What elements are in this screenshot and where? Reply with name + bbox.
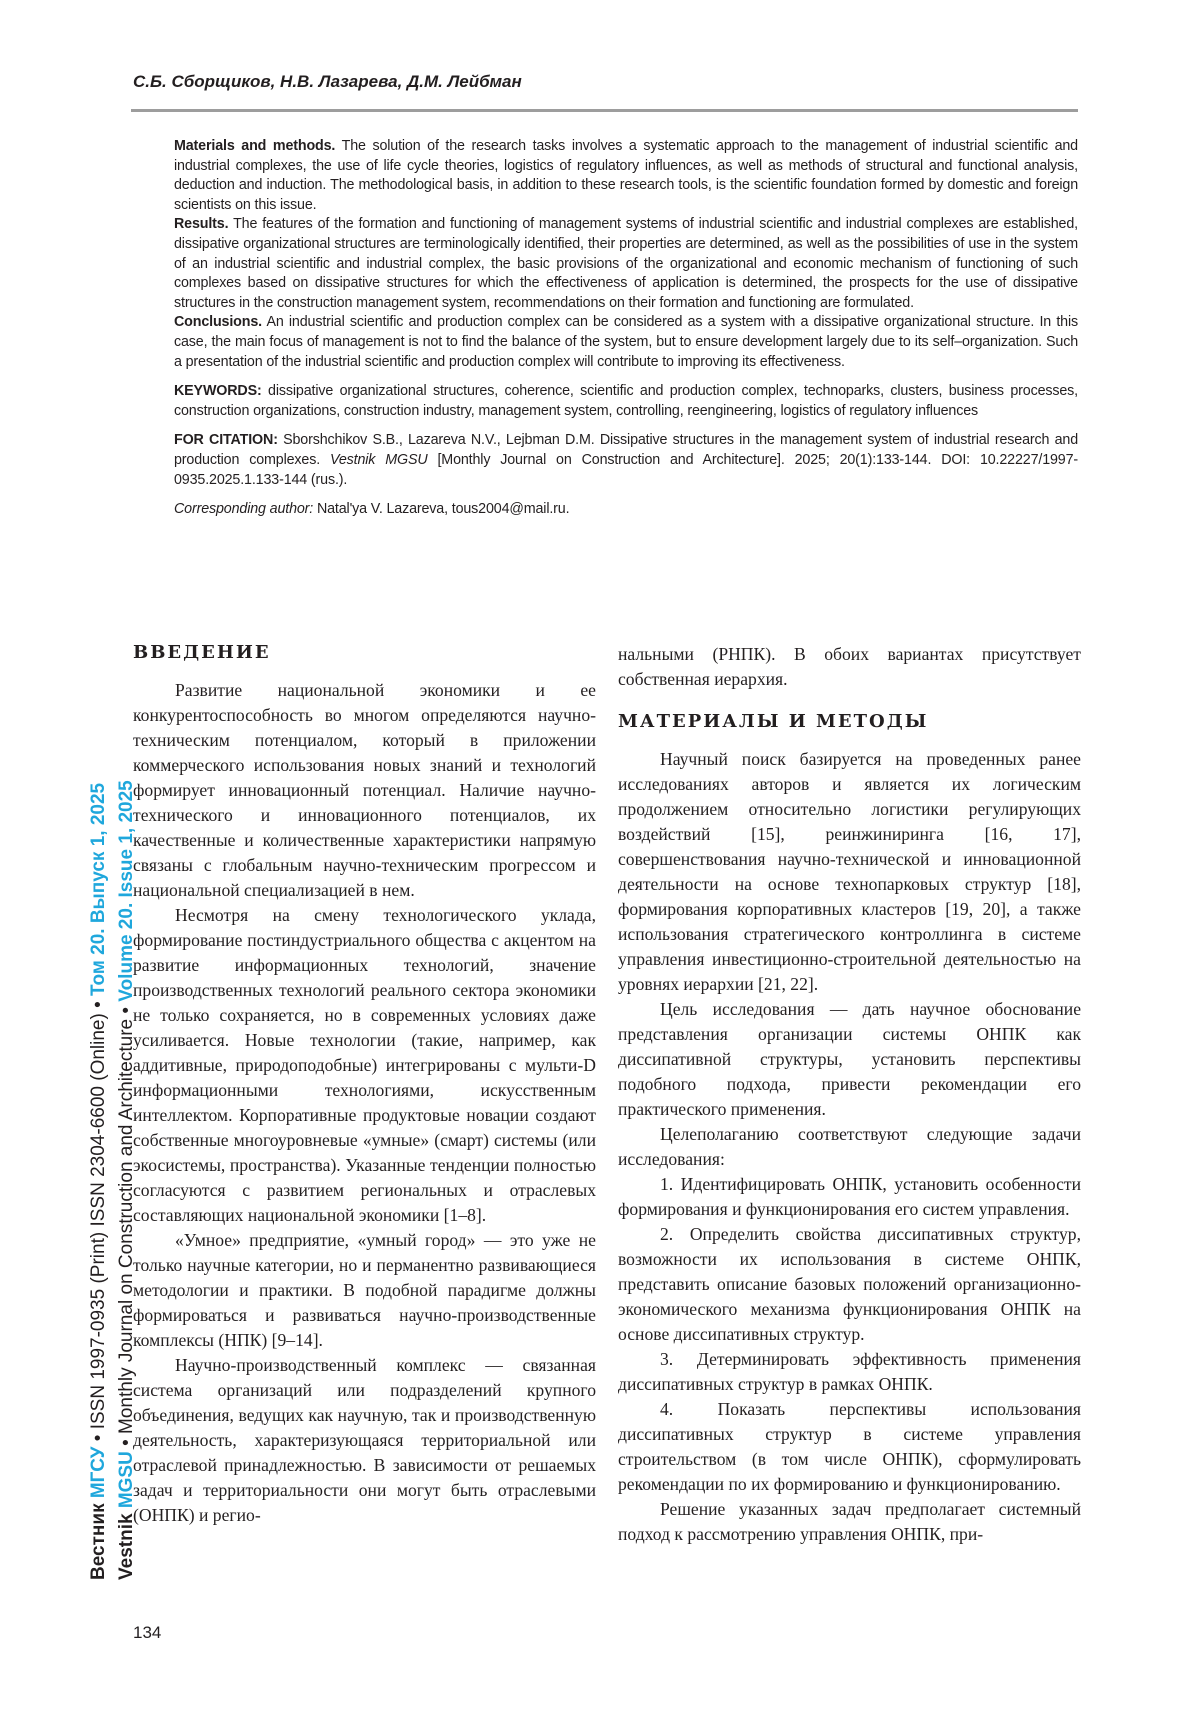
abstract-conclusions (174, 313, 1078, 372)
sidebar-brand-en: MGSU (116, 1451, 137, 1509)
keywords (174, 382, 1078, 421)
sidebar-brand-ru: МГСУ (88, 1446, 109, 1499)
citation (174, 431, 1078, 490)
abstract-block (174, 137, 1078, 520)
abstract-methods (174, 137, 1078, 215)
methods-paragraph-3: Целеполаганию соответствуют следующие задачи исследования: (618, 1124, 1081, 1169)
methods-label: Materials and methods. (174, 138, 336, 154)
abstract-results (174, 215, 1078, 313)
corresponding-author (174, 500, 1078, 520)
results-label: Results. (174, 216, 229, 233)
keywords-text: dissipative organizational structures, coherence, scientific and production complex, technoparks, clusters, business processes, construction organizations, construction industry, management system, controlling, reengineering, logistics of regulatory influences (174, 383, 1078, 419)
methods-text: The solution of the research tasks involves a systematic approach to the management of industrial scientific and industrial complexes, the use of life cycle theories, logistics of regulatory influences, as well as methods of structural and functional analysis, deduction and induction. The methodological basis, in addition to these research tools, is the scientific foundation formed by domestic and foreign scientists on this issue. (174, 138, 1078, 213)
sidebar-issue-en: Volume 20. Issue 1, 2025 (116, 780, 137, 1002)
results-text: The features of the formation and functioning of management systems of industrial scientific and industrial complexes are established, dissipative organizational structures are terminologically identified, their properties are determined, as well as the possibilities of use in the system of an industrial scientific and industrial complex, the basic provisions of the organizational and economic mechanism of functioning of such complexes based on dissipative structures for which the effectiveness of application is determined, the prospects for the use of dissipative structures in the construction management system, recommendations on their formation and functioning are formulated. (174, 216, 1078, 311)
corresponding-label: Corresponding author: (174, 501, 314, 518)
running-head-authors: С.Б. Сборщиков, Н.В. Лазарева, Д.М. Лейбман (133, 72, 522, 91)
sidebar-issue-ru: Том 20. Выпуск 1, 2025 (88, 782, 109, 996)
intro-continuation: нальными (РНПК). В обоих вариантах присутствует собственная иерархия. (618, 644, 1081, 689)
methods-paragraph-2: Цель исследования — дать научное обоснование представления организации системы ОНПК как диссипативной структуры, установить перспективы подобного подхода, привести рекомендации его практического применения. (618, 999, 1081, 1119)
intro-paragraph-2: Несмотря на смену технологического уклада, формирование постиндустриального общества с акцентом на развитие информационных технологий, значение производственных технологий реального сектора экономики не только сохраняется, но в современных условиях даже усиливается. Новые технологии (такие, например, как аддитивные, природоподобные) интегрированы с мульти-D информационными технологиями, искусственным интеллектом. Корпоративные продуктовые новации создают собственные многоуровневые «умные» (смарт) системы (или экосистемы, пространства). Указанные тенденции полностью согласуются с развитием региональных и отраслевых составляющих национальной экономики [1–8]. (133, 905, 596, 1225)
citation-text-1: Sborshchikov S.B., Lazareva N.V., Lejbman D.M. Dissipative structures in the management system of industrial research and production complexes. (174, 432, 1078, 468)
header-rule (131, 109, 1078, 112)
sidebar-line-russian (85, 740, 113, 1580)
methods-heading: МАТЕРИАЛЫ И МЕТОДЫ (618, 711, 929, 732)
methods-paragraph-4: Решение указанных задач предполагает системный подход к рассмотрению управления ОНПК, при- (618, 1499, 1081, 1544)
task-2: 2. Определить свойства диссипативных структур, возможности их использования в системе ОНПК, представить описание базовых положений организационно-экономического механизма функционирования ОНПК на основе диссипативных структур. (618, 1224, 1081, 1344)
sidebar-journal-title: • Monthly Journal on Construction and Architecture • (116, 1001, 137, 1452)
right-column (618, 642, 1081, 1547)
citation-label: FOR CITATION: (174, 432, 278, 449)
left-column (133, 640, 596, 1528)
conclusions-label: Conclusions. (174, 314, 262, 331)
sidebar-journal-en: Vestnik (116, 1513, 137, 1580)
page-number: 134 (133, 1623, 162, 1642)
keywords-label: KEYWORDS: (174, 383, 262, 400)
sidebar-journal-ru: Вестник (88, 1503, 109, 1580)
intro-paragraph-3: «Умное» предприятие, «умный город» — это уже не только научные категории, но и перманентно развивающиеся методологии и практики. В подобной парадигме должны формироваться и развиваться научно-производственные комплексы (НПК) [9–14]. (133, 1230, 596, 1350)
citation-journal: Vestnik MGSU (329, 451, 428, 468)
task-4: 4. Показать перспективы использования диссипативных структур в системе управления строительством (в том числе ОНПК), сформулировать рекомендации по их формированию и функционированию. (618, 1399, 1081, 1494)
corresponding-text: Natal'ya V. Lazareva, tous2004@mail.ru. (316, 501, 570, 518)
citation-text-2: [Monthly Journal on Construction and Architecture]. 2025; 20(1):133-144. DOI: 10.22227/1997-0935.2025.1.133-144 (rus.). (174, 451, 1079, 488)
intro-paragraph-4: Научно-производственный комплекс — связанная система организаций или подразделений крупного объединения, ведущих как научную, так и производственную деятельность, характеризующаяся территориальной или отраслевой принадлежностью. В зависимости от решаемых задач и территориальности они могут быть отраслевыми (ОНПК) и регио- (133, 1355, 596, 1525)
task-3: 3. Детерминировать эффективность применения диссипативных структур в рамках ОНПК. (618, 1349, 1081, 1394)
conclusions-text: An industrial scientific and production complex can be considered as a system with a dissipative organizational structure. In this case, the main focus of management is not to find the balance of the system, but to ensure development largely due to its self–organization. Such a presentation of the industrial scientific and production complex will contribute to improving its effectiveness. (174, 314, 1078, 370)
task-1: 1. Идентифицировать ОНПК, установить особенности формирования и функционирования его систем управления. (618, 1174, 1081, 1219)
intro-heading: ВВЕДЕНИЕ (133, 642, 271, 663)
sidebar-issn: • ISSN 1997-0935 (Print) ISSN 2304-6600 (Online) • (88, 995, 109, 1447)
methods-paragraph-1: Научный поиск базируется на проведенных ранее исследованиях авторов и является их логическим продолжением относительно логистики регулирующих воздействий [15], реинжиниринга [16, 17], совершенствования научно-технической и инновационной деятельности на основе технопарковых структур [18], формирования корпоративных кластеров [19, 20], а также использования стратегического контроллинга в системе управления инвестиционно-строительной деятельностью на уровнях иерархии [21, 22]. (618, 749, 1081, 994)
intro-paragraph-1: Развитие национальной экономики и ее конкурентоспособность во многом определяются научно-техническим потенциалом, который в приложении коммерческого использования новых знаний и технологий формирует инновационный потенциал. Наличие научно-технического и инновационного потенциалов, их качественные и количественные характеристики напрямую связаны с глобальным научно-техническим прогрессом и национальной специализацией в нем. (133, 680, 596, 900)
